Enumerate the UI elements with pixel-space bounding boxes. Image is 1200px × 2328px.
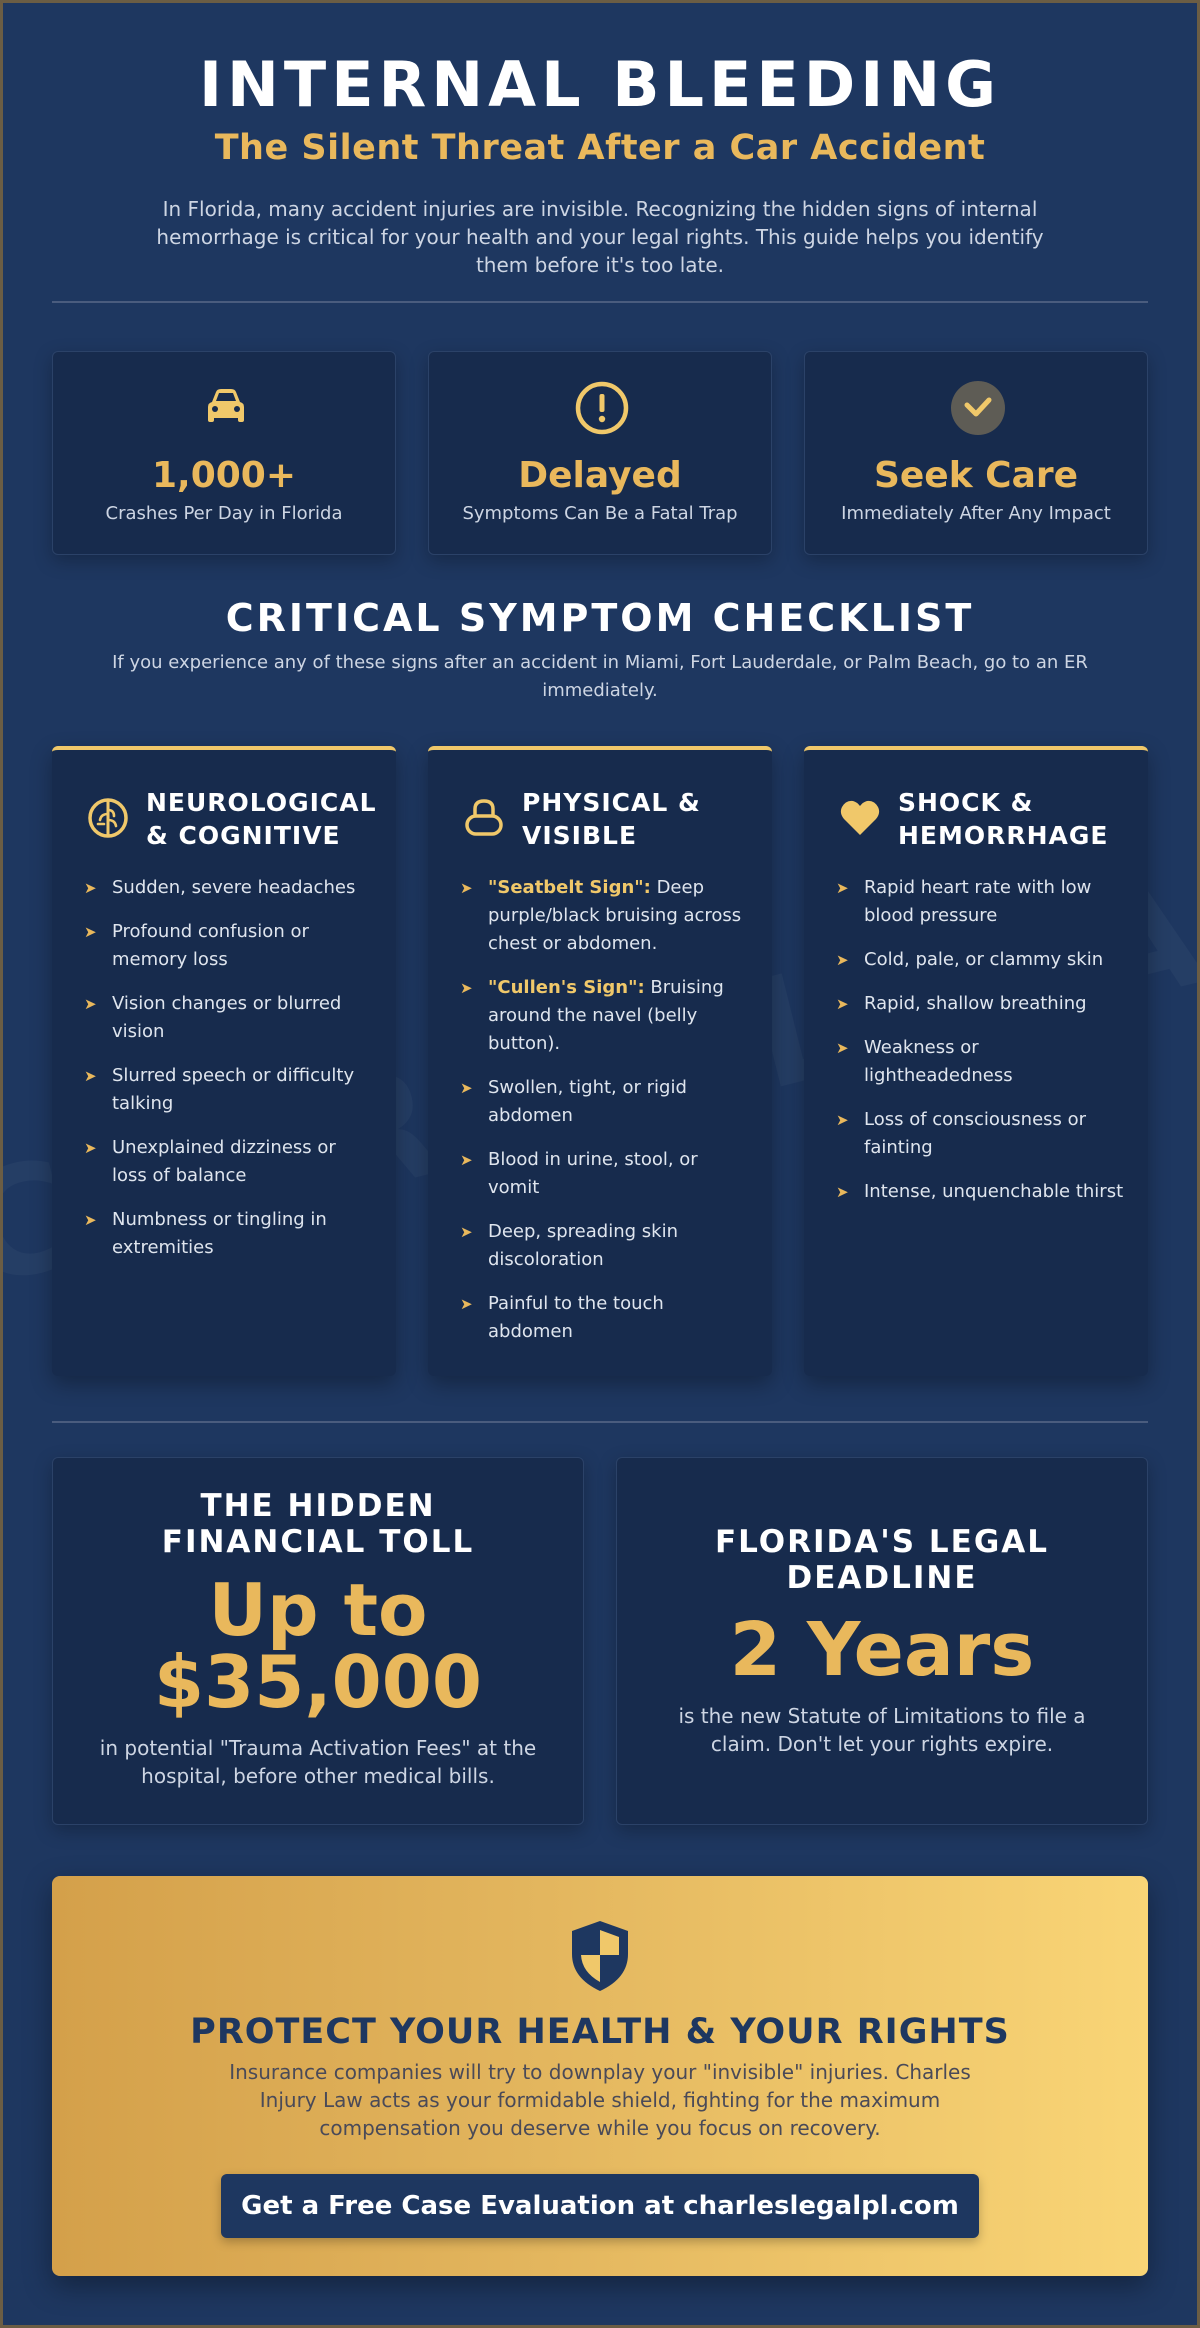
- symptom-item: ➤ Painful to the touch abdomen: [460, 1290, 750, 1346]
- financial-toll-card: [52, 1457, 584, 1825]
- heart-icon: [838, 796, 882, 840]
- arrow-icon: ➤: [84, 1211, 97, 1229]
- symptom-item: ➤ Swollen, tight, or rigid abdomen: [460, 1074, 750, 1130]
- arrow-icon: ➤: [836, 1039, 849, 1057]
- arrow-icon: ➤: [460, 1223, 473, 1241]
- checklist-subtitle: If you experience any of these signs after an accident in Miami, Fort Lauderdale, or Palm Beach, go to an ER immediately.: [112, 652, 1088, 701]
- arrow-icon: ➤: [836, 879, 849, 897]
- symptom-item: ➤ Slurred speech or difficulty talking: [84, 1062, 374, 1118]
- symptom-item: ➤ Rapid, shallow breathing: [836, 990, 1126, 1018]
- symptom-card-title: NEUROLOGICAL & COGNITIVE: [146, 788, 377, 850]
- symptom-card-title: SHOCK & HEMORRHAGE: [898, 788, 1109, 850]
- checkmark-circle-icon: [950, 380, 1006, 436]
- cta-text: Insurance companies will try to downplay your "invisible" injuries. Charles Injury Law acts as your formidable shield, fighting for the maximum compensation you deserve while you focus on recovery.: [229, 2060, 971, 2140]
- financial-amount: Up to $35,000: [154, 1568, 482, 1724]
- symptom-item: ➤ Vision changes or blurred vision: [84, 990, 374, 1046]
- arrow-icon: ➤: [84, 879, 97, 897]
- arrow-icon: ➤: [460, 979, 473, 997]
- legal-deadline-card: [616, 1457, 1148, 1825]
- financial-text: in potential "Trauma Activation Fees" at the hospital, before other medical bills.: [99, 1736, 537, 1788]
- arrow-icon: ➤: [836, 995, 849, 1013]
- symptom-item: ➤ Deep, spreading skin discoloration: [460, 1218, 750, 1274]
- stat-card-delayed: [428, 351, 772, 555]
- header: [3, 45, 1197, 279]
- stat-value: Seek Care: [873, 455, 1079, 496]
- symptom-card-physical: [428, 746, 772, 1376]
- arrow-icon: ➤: [460, 1295, 473, 1313]
- financial-title: THE HIDDEN FINANCIAL TOLL: [161, 1488, 475, 1560]
- arrow-icon: ➤: [836, 951, 849, 969]
- arrow-icon: ➤: [460, 1079, 473, 1097]
- symptom-item: ➤ Profound confusion or memory loss: [84, 918, 374, 974]
- free-case-evaluation-button[interactable]: Get a Free Case Evaluation at charleslegalpl.com: [221, 2174, 979, 2238]
- symptom-list: [460, 874, 750, 1362]
- symptom-item: ➤ Sudden, severe headaches: [84, 874, 374, 902]
- symptom-item: ➤ Blood in urine, stool, or vomit: [460, 1146, 750, 1202]
- stat-label: Symptoms Can Be a Fatal Trap: [462, 503, 738, 524]
- infographic-page: [3, 3, 1197, 2325]
- page-subtitle: The Silent Threat After a Car Accident: [214, 128, 986, 168]
- symptom-card-title: PHYSICAL & VISIBLE: [522, 788, 701, 850]
- deadline-title: FLORIDA'S LEGAL DEADLINE: [714, 1524, 1050, 1596]
- brain-icon: [86, 796, 130, 840]
- stat-label: Crashes Per Day in Florida: [105, 503, 343, 524]
- symptom-item: ➤ Intense, unquenchable thirst: [836, 1178, 1126, 1206]
- deadline-text: is the new Statute of Limitations to file a claim. Don't let your rights expire.: [678, 1704, 1086, 1756]
- symptom-item: ➤ "Cullen's Sign": Bruising around the navel (belly button).: [460, 974, 750, 1058]
- intro-text: In Florida, many accident injuries are invisible. Recognizing the hidden signs of internal hemorrhage is critical for your health and your legal rights. This guide helps you identify them before it's too late.: [156, 197, 1044, 277]
- stat-card-crashes: [52, 351, 396, 555]
- car-icon: [198, 380, 254, 436]
- divider: [52, 301, 1148, 303]
- cta-banner: [52, 1876, 1148, 2276]
- symptom-card-shock: [804, 746, 1148, 1376]
- arrow-icon: ➤: [84, 995, 97, 1013]
- deadline-amount: 2 Years: [729, 1607, 1035, 1693]
- cta-title: PROTECT YOUR HEALTH & YOUR RIGHTS: [190, 2012, 1010, 2052]
- arrow-icon: ➤: [836, 1111, 849, 1129]
- divider: [52, 1421, 1148, 1423]
- symptom-item: ➤ Unexplained dizziness or loss of balance: [84, 1134, 374, 1190]
- checklist-title: CRITICAL SYMPTOM CHECKLIST: [225, 596, 975, 640]
- stat-card-seek-care: [804, 351, 1148, 555]
- exclamation-circle-icon: [574, 380, 630, 436]
- symptom-card-neurological: [52, 746, 396, 1376]
- arrow-icon: ➤: [84, 1067, 97, 1085]
- symptom-item: ➤ Weakness or lightheadedness: [836, 1034, 1126, 1090]
- symptom-item: ➤ Loss of consciousness or fainting: [836, 1106, 1126, 1162]
- seatbelt-icon: [462, 796, 506, 840]
- symptom-item: ➤ "Seatbelt Sign": Deep purple/black bruising across chest or abdomen.: [460, 874, 750, 958]
- stat-value: Delayed: [518, 455, 682, 496]
- shield-icon: [568, 1918, 632, 1994]
- stat-value: 1,000+: [151, 455, 297, 496]
- symptom-list: [836, 874, 1126, 1222]
- symptom-item: ➤ Rapid heart rate with low blood pressure: [836, 874, 1126, 930]
- symptom-item: ➤ Cold, pale, or clammy skin: [836, 946, 1126, 974]
- arrow-icon: ➤: [836, 1183, 849, 1201]
- symptom-item: ➤ Numbness or tingling in extremities: [84, 1206, 374, 1262]
- symptom-list: [84, 874, 374, 1278]
- arrow-icon: ➤: [460, 879, 473, 897]
- arrow-icon: ➤: [84, 1139, 97, 1157]
- arrow-icon: ➤: [460, 1151, 473, 1169]
- arrow-icon: ➤: [84, 923, 97, 941]
- page-title: INTERNAL BLEEDING: [198, 48, 1002, 121]
- stat-label: Immediately After Any Impact: [841, 503, 1111, 524]
